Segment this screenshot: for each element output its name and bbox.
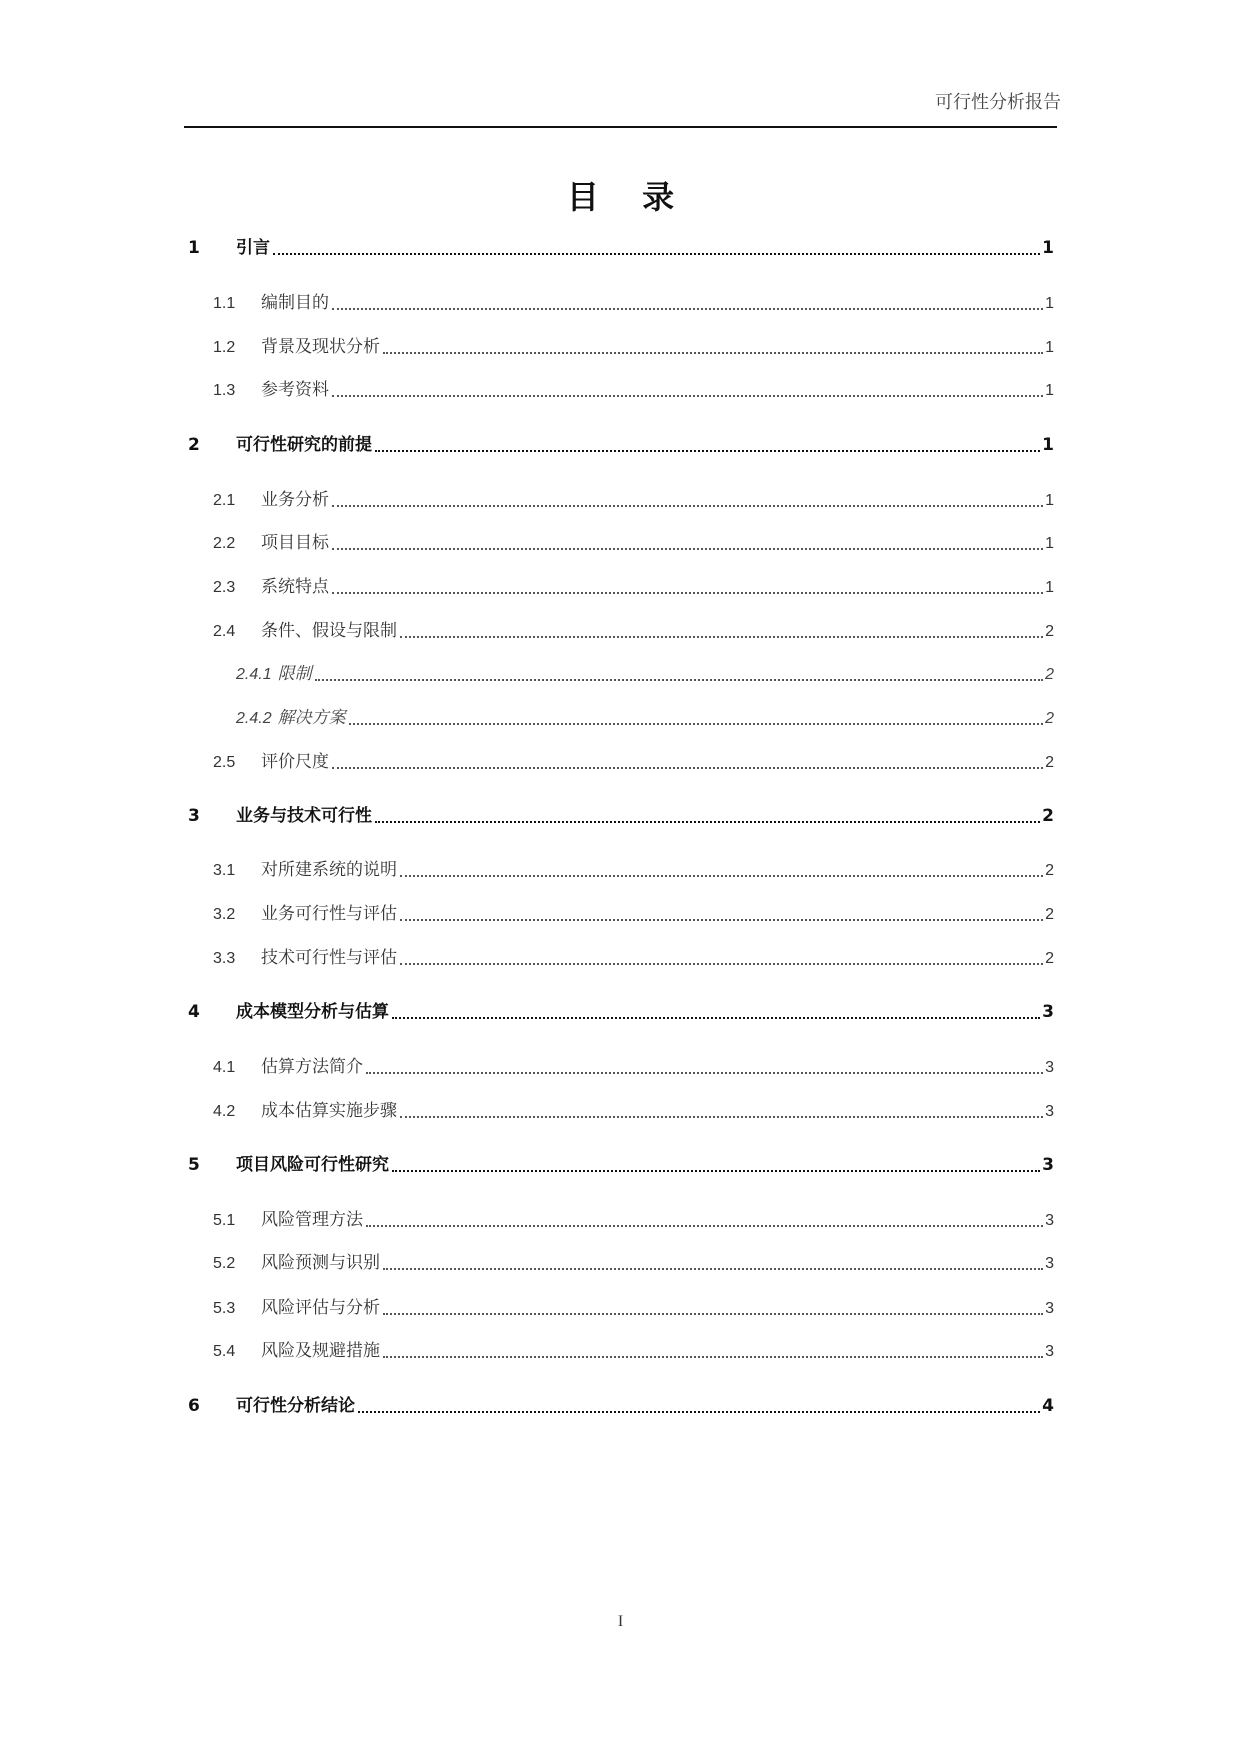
toc-entry-label: 业务可行性与评估 (261, 904, 397, 924)
toc-entry[interactable] (188, 425, 1054, 455)
toc-dot-leader (315, 664, 1044, 684)
toc-entry-number: 3 (188, 806, 200, 826)
toc-entry-number: 4 (188, 1002, 200, 1022)
toc-entry-label: 风险及规避措施 (261, 1341, 380, 1361)
toc-entry-page: 1 (1045, 295, 1054, 312)
toc-entry-label: 项目风险可行性研究 (236, 1155, 389, 1175)
toc-entry-label: 解决方案 (277, 708, 346, 728)
toc-entry-label: 对所建系统的说明 (261, 860, 397, 880)
toc-entry-label: 编制目的 (261, 293, 329, 313)
toc-dot-leader (332, 490, 1043, 510)
toc-dot-leader (332, 577, 1043, 597)
toc-entry-number: 1.1 (213, 295, 236, 312)
toc-entry-number: 2.1 (213, 492, 236, 509)
toc-dot-leader (349, 708, 1044, 728)
toc-dot-leader (383, 337, 1043, 357)
toc-entry-label: 项目目标 (261, 533, 329, 553)
toc-dot-leader (366, 1210, 1043, 1230)
toc-entry-label: 成本估算实施步骤 (261, 1101, 397, 1121)
toc-entry-page: 1 (1045, 492, 1054, 509)
toc-dot-leader (358, 1396, 1040, 1416)
toc-entry[interactable] (188, 1243, 1054, 1273)
toc-entry-number: 5.2 (213, 1255, 236, 1272)
toc-entry-page: 3 (1042, 1002, 1054, 1022)
toc-entry-number: 5.4 (213, 1343, 236, 1360)
toc-entry-number: 3.1 (213, 862, 236, 879)
toc-entry-number: 5.1 (213, 1212, 236, 1229)
toc-entry-label: 成本模型分析与估算 (236, 1002, 389, 1022)
toc-entry[interactable] (188, 1386, 1054, 1416)
toc-entry-number: 2.3 (213, 579, 236, 596)
toc-entry[interactable] (188, 523, 1054, 553)
toc-entry-page: 1 (1045, 535, 1054, 552)
toc-entry-page: 3 (1045, 1343, 1054, 1360)
toc-dot-leader (332, 533, 1043, 553)
toc-entry-page: 3 (1045, 1255, 1054, 1272)
toc-entry[interactable] (188, 1047, 1054, 1077)
toc-dot-leader (400, 948, 1043, 968)
toc-entry-page: 3 (1042, 1155, 1054, 1175)
toc-dot-leader (392, 1002, 1040, 1022)
toc-entry-label: 系统特点 (261, 577, 329, 597)
toc-entry[interactable] (188, 480, 1054, 510)
toc-dot-leader (273, 238, 1040, 258)
toc-entry-page: 4 (1042, 1396, 1054, 1416)
toc-entry-label: 业务分析 (261, 490, 329, 510)
toc-dot-leader (332, 380, 1043, 400)
toc-entry-number: 3.3 (213, 950, 236, 967)
toc-entry-label: 风险管理方法 (261, 1210, 363, 1230)
toc-entry-label: 背景及现状分析 (261, 337, 380, 357)
toc-entry-page: 2 (1045, 754, 1054, 771)
running-header-title: 可行性分析报告 (935, 92, 1061, 113)
toc-dot-leader (392, 1155, 1040, 1175)
toc-dot-leader (400, 860, 1043, 880)
toc-entry-label: 技术可行性与评估 (261, 948, 397, 968)
header-divider (184, 126, 1057, 128)
toc-entry-label: 限制 (277, 664, 312, 684)
page-number: I (617, 1613, 624, 1630)
toc-entry-page: 1 (1042, 238, 1054, 258)
toc-entry-page: 2 (1042, 806, 1054, 826)
toc-entry[interactable] (188, 992, 1054, 1022)
toc-entry-page: 2 (1045, 950, 1054, 967)
toc-entry-page: 3 (1045, 1300, 1054, 1317)
toc-entry-page: 3 (1045, 1059, 1054, 1076)
toc-entry-label: 估算方法简介 (261, 1057, 363, 1077)
toc-entry-label: 评价尺度 (261, 752, 329, 772)
toc-entry-label: 业务与技术可行性 (236, 806, 372, 826)
toc-entry-number: 2.4 (213, 623, 236, 640)
toc-entry[interactable] (188, 654, 1054, 684)
toc-entry-page: 1 (1045, 382, 1054, 399)
toc-entry-number: 6 (188, 1396, 200, 1416)
toc-entry-number: 1.2 (213, 339, 236, 356)
toc-entry[interactable] (188, 567, 1054, 597)
toc-entry[interactable] (188, 1331, 1054, 1361)
toc-entry-page: 3 (1045, 1103, 1054, 1120)
toc-entry[interactable] (188, 1200, 1054, 1230)
toc-entry-page: 2 (1045, 710, 1054, 727)
toc-entry-number: 2.4.2 (236, 710, 272, 727)
toc-entry-label: 条件、假设与限制 (261, 621, 397, 641)
toc-entry[interactable] (188, 1145, 1054, 1175)
toc-entry[interactable] (188, 1288, 1054, 1318)
toc-dot-leader (400, 904, 1043, 924)
toc-entry[interactable] (188, 228, 1054, 258)
toc-entry[interactable] (188, 938, 1054, 968)
toc-dot-leader (400, 621, 1043, 641)
toc-dot-leader (332, 293, 1043, 313)
toc-entry-page: 1 (1045, 339, 1054, 356)
toc-entry[interactable] (188, 1091, 1054, 1121)
toc-entry-label: 可行性分析结论 (236, 1396, 355, 1416)
toc-entry-label: 可行性研究的前提 (236, 435, 372, 455)
toc-entry-page: 3 (1045, 1212, 1054, 1229)
toc-entry[interactable] (188, 370, 1054, 400)
toc-dot-leader (400, 1101, 1043, 1121)
toc-entry-label: 风险预测与识别 (261, 1253, 380, 1273)
toc-entry-number: 5.3 (213, 1300, 236, 1317)
toc-entry-page: 2 (1045, 862, 1054, 879)
toc-entry[interactable] (188, 327, 1054, 357)
toc-dot-leader (366, 1057, 1043, 1077)
toc-entry-number: 4.2 (213, 1103, 236, 1120)
toc-dot-leader (332, 752, 1043, 772)
toc-entry-page: 1 (1045, 579, 1054, 596)
toc-entry-number: 2 (188, 435, 200, 455)
toc-entry-number: 2.2 (213, 535, 236, 552)
toc-entry[interactable] (188, 796, 1054, 826)
toc-entry-page: 1 (1042, 435, 1054, 455)
toc-dot-leader (383, 1341, 1043, 1361)
toc-heading: 目 录 (566, 178, 691, 216)
toc-entry-number: 1 (188, 238, 200, 258)
toc-entry-number: 2.5 (213, 754, 236, 771)
toc-entry[interactable] (188, 742, 1054, 772)
toc-entry-label: 风险评估与分析 (261, 1298, 380, 1318)
toc-entry-number: 1.3 (213, 382, 236, 399)
toc-entry[interactable] (188, 850, 1054, 880)
toc-entry-number: 2.4.1 (236, 666, 272, 683)
toc-entry-number: 5 (188, 1155, 200, 1175)
toc-entry-label: 引言 (236, 238, 270, 258)
toc-entry-label: 参考资料 (261, 380, 329, 400)
toc-entry-page: 2 (1045, 666, 1054, 683)
toc-dot-leader (383, 1253, 1043, 1273)
toc-dot-leader (375, 806, 1040, 826)
toc-entry-number: 4.1 (213, 1059, 236, 1076)
toc-entry-number: 3.2 (213, 906, 236, 923)
toc-entry[interactable] (188, 611, 1054, 641)
toc-entry[interactable] (188, 283, 1054, 313)
toc-dot-leader (383, 1298, 1043, 1318)
toc-entry-page: 2 (1045, 906, 1054, 923)
toc-entry[interactable] (188, 894, 1054, 924)
toc-dot-leader (375, 435, 1040, 455)
toc-entry[interactable] (188, 698, 1054, 728)
toc-entry-page: 2 (1045, 623, 1054, 640)
